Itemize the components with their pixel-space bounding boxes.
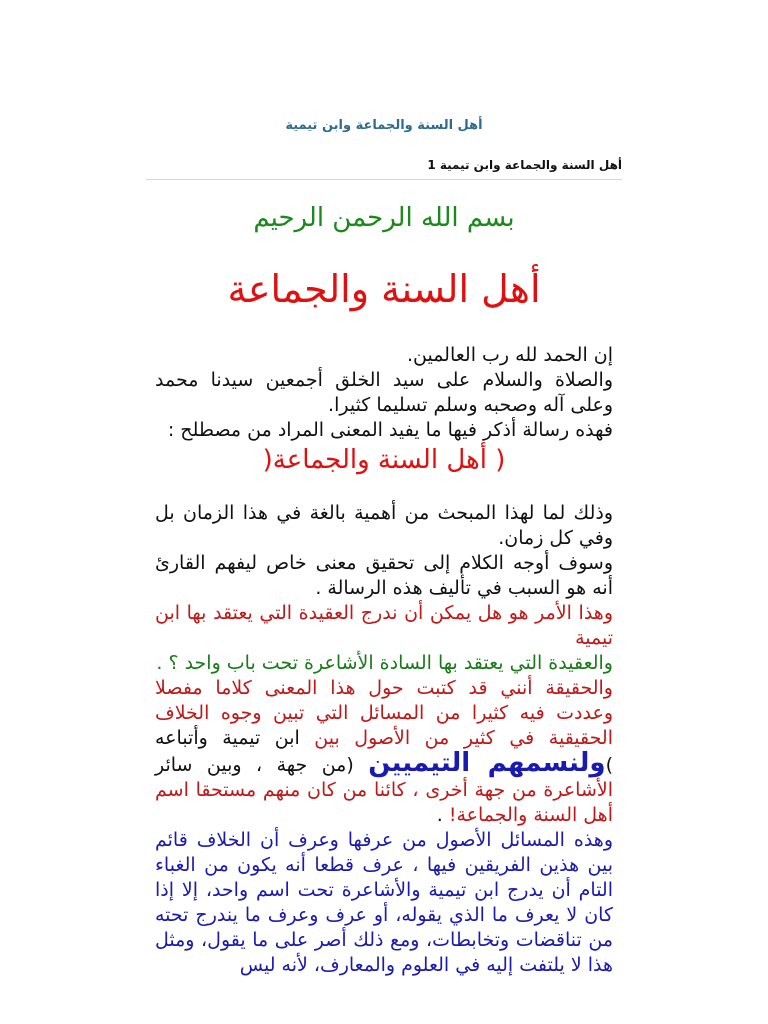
body-text: [155, 343, 613, 978]
paragraph-zaman: وذلك لما لهذا المبحث من أهمية بالغة في هذا الزمان بل وفي كل زمان.: [155, 502, 613, 549]
haqiqa-emphasis: ولنسمهم التيميين: [368, 748, 606, 778]
sub-heading: ( أهل السنة والجماعة(: [262, 445, 506, 475]
paragraph-gap: [155, 477, 613, 501]
document-title: أهل السنة والجماعة وابن تيمية: [285, 118, 483, 133]
question-green: والعقيدة التي يعتقد بها السادة الأشاعرة تحت باب واحد ؟ .: [156, 652, 613, 674]
paragraph-sawfa: وسوف أوجه الكلام إلى تحقيق معنى خاص ليفهم القارئ أنه هو السبب في تأليف هذه الرسالة .: [155, 552, 613, 599]
paragraph-risala: فهذه رسالة أذكر فيها ما يفيد المعنى المراد من مصطلح :: [167, 419, 613, 441]
main-heading: أهل السنة والجماعة: [227, 267, 541, 311]
paragraph-hamd: إن الحمد لله رب العالمين.: [406, 344, 613, 366]
paragraph-haqiqa: [155, 676, 613, 828]
paragraph-salat: والصلاة والسلام على سيد الخلق أجمعين سيدنا محمد وعلى آله وصحبه وسلم تسليما كثيرا.: [155, 369, 613, 416]
header-divider: [146, 179, 622, 180]
question-red: وهذا الأمر هو هل يمكن أن ندرج العقيدة التي يعتقد بها ابن تيمية: [155, 602, 613, 649]
paragraph-blue: وهذه المسائل الأصول من عرفها وعرف أن الخلاف قائم بين هذين الفريقين فيها ، عرف قطعا أنه يكون من الغباء التام أن يدرج ابن تيمية والأشاعرة تحت اسم واحد، إلا إذا كان لا يعرف ما الذي يقوله، أو عرف وعرف ما يندرج تحته من تناقضات وتخابطات، ومع ذلك أصر على ما يقول، ومثل هذا لا يلتفت إليه في العلوم والمعارف، لأنه ليس: [155, 829, 613, 976]
haqiqa-black-text: ابن تيمية وأتباعه ): [155, 727, 613, 776]
haqiqa-red-text: والحقيقة أنني قد كتبت حول هذا المعنى كلاما مفصلا وعددت فيه كثيرا من المسائل التي تبين وجوه الخلاف الحقيقية في كثير من الأصول بين: [155, 677, 613, 749]
page-header-line: أهل السنة والجماعة وابن تيمية 1: [427, 158, 622, 172]
basmala: بسم الله الرحمن الرحيم: [253, 203, 515, 233]
haqiqa-black-text-2: (من جهة ، وبين سائر: [155, 754, 369, 776]
haqiqa-red-text-2: الأشاعرة من جهة أخرى ، كائنا من كان منهم مستحقا اسم أهل السنة والجماعة!: [155, 779, 613, 826]
haqiqa-end: .: [436, 804, 449, 826]
